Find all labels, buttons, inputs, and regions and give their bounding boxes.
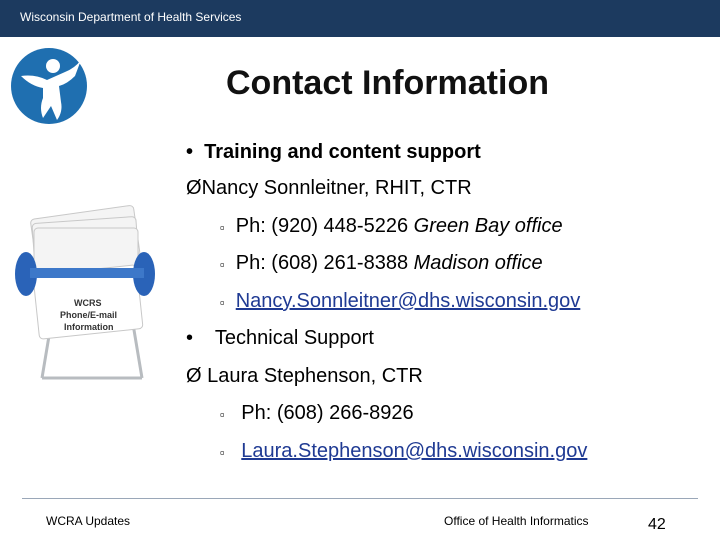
arrow-bullet-icon: Ø: [186, 177, 202, 199]
card-line-1: WCRS: [74, 298, 102, 308]
technical-email-link[interactable]: Laura.Stephenson@dhs.wisconsin.gov: [241, 440, 588, 462]
technical-contact-name: Laura Stephenson, CTR: [207, 365, 423, 387]
training-phone-1: Ph: (920) 448-5226: [235, 215, 414, 237]
header-bar: [0, 0, 720, 37]
square-bullet-icon: ▫: [220, 445, 225, 460]
technical-phone: Ph: (608) 266-8926: [241, 402, 414, 424]
square-bullet-icon: ▫: [220, 295, 225, 310]
training-phone-2-line: [220, 252, 543, 275]
technical-heading: Technical Support: [214, 327, 374, 349]
square-bullet-icon: ▫: [220, 407, 225, 422]
technical-phone-line: [220, 402, 414, 425]
training-phone-2-place: Madison office: [413, 252, 543, 274]
training-phone-2: Ph: (608) 261-8388: [235, 252, 414, 274]
page-number: 42: [648, 516, 666, 533]
arrow-bullet-icon: Ø: [186, 365, 202, 387]
department-name: Wisconsin Department of Health Services: [20, 10, 242, 24]
training-heading-line: [186, 141, 481, 164]
round-bullet-icon: •: [186, 327, 194, 349]
technical-email-line: [220, 440, 587, 463]
square-bullet-icon: ▫: [220, 257, 225, 272]
rolodex-illustration: [12, 198, 167, 388]
round-bullet-icon: •: [186, 141, 194, 163]
training-phone-1-line: [220, 215, 563, 238]
footer-divider: [22, 498, 698, 499]
training-contact-line: [186, 177, 472, 200]
training-phone-1-place: Green Bay office: [413, 215, 563, 237]
card-line-3: Information: [64, 322, 114, 332]
technical-heading-line: [186, 327, 374, 350]
slide-title: Contact Information: [226, 64, 549, 102]
square-bullet-icon: ▫: [220, 220, 225, 235]
training-heading: Training and content support: [204, 141, 481, 163]
footer-center-text: Office of Health Informatics: [444, 514, 589, 528]
footer: [0, 498, 720, 540]
technical-contact-line: [186, 365, 423, 388]
card-line-2: Phone/E-mail: [60, 310, 118, 320]
training-contact-name: Nancy Sonnleitner, RHIT, CTR: [201, 177, 472, 199]
footer-left-text: WCRA Updates: [46, 514, 131, 528]
training-email-line: [220, 290, 580, 313]
training-email-link[interactable]: Nancy.Sonnleitner@dhs.wisconsin.gov: [235, 290, 581, 312]
